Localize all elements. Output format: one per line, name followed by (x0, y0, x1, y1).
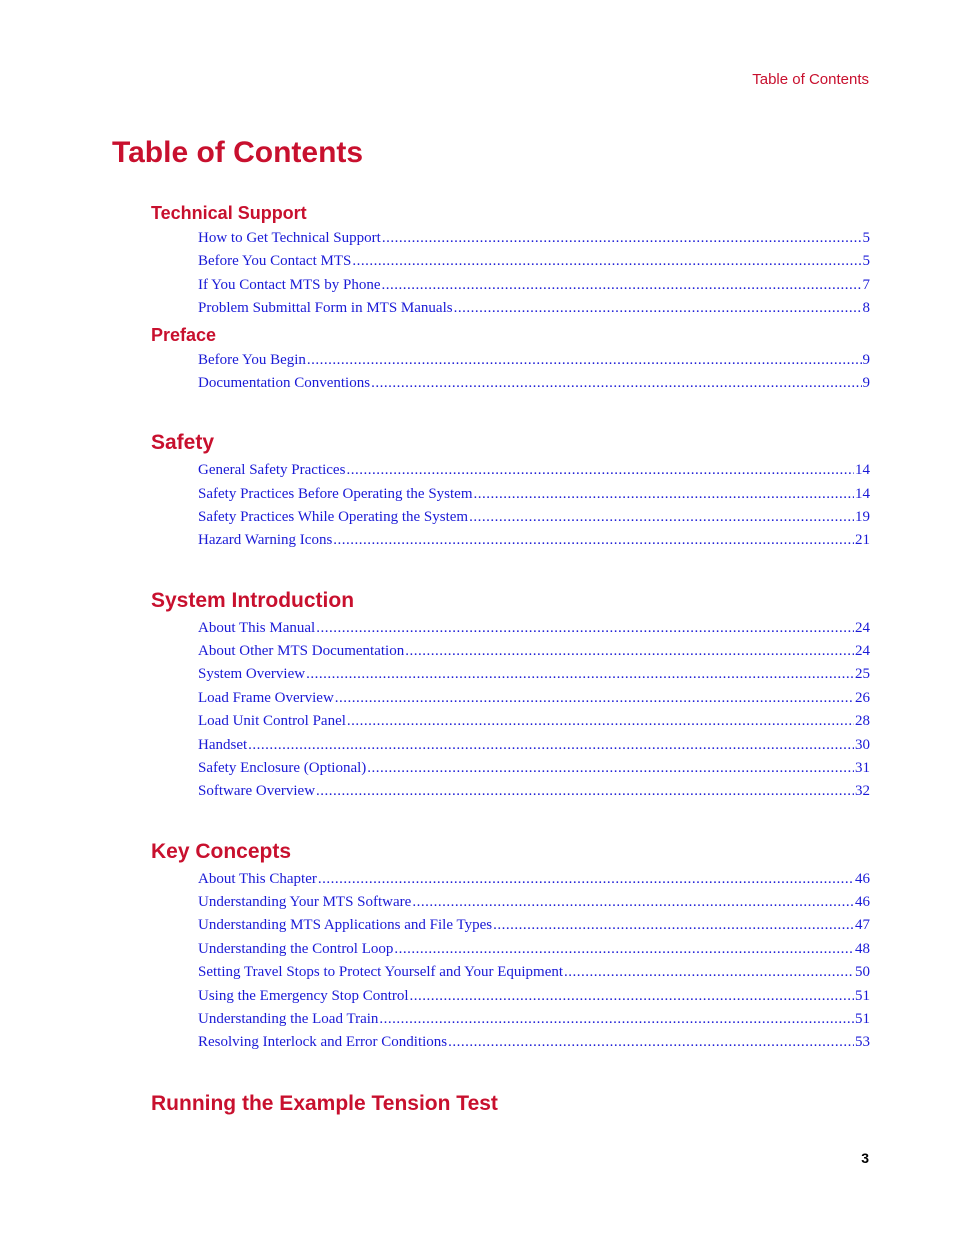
toc-entry-label: Setting Travel Stops to Protect Yourself and Your Equipment (198, 964, 564, 980)
dot-leader (316, 620, 854, 637)
toc-entry-page: 24 (855, 643, 870, 659)
toc-entry[interactable] (198, 375, 870, 395)
toc-entry[interactable] (198, 666, 870, 686)
toc-entry[interactable] (198, 230, 870, 250)
toc-entry-page: 50 (855, 964, 870, 980)
dot-leader (448, 1034, 854, 1051)
toc-entry[interactable] (198, 941, 870, 961)
toc-entry-label: Understanding the Load Train (198, 1011, 379, 1027)
toc-entry-page: 21 (855, 532, 870, 548)
toc-entry-label: Safety Enclosure (Optional) (198, 760, 367, 776)
toc-entry-page: 30 (855, 737, 870, 753)
toc-entry-label: Before You Begin (198, 352, 306, 368)
section-heading-running-example-tension-test: Running the Example Tension Test (151, 1092, 498, 1115)
dot-leader (394, 941, 854, 958)
toc-entry[interactable] (198, 894, 870, 914)
section-heading-technical-support: Technical Support (151, 203, 307, 223)
toc-entry-label: Problem Submittal Form in MTS Manuals (198, 300, 453, 316)
toc-entry[interactable] (198, 509, 870, 529)
dot-leader (318, 871, 854, 888)
toc-entry[interactable] (198, 532, 870, 552)
toc-entry-label: Safety Practices Before Operating the System (198, 486, 473, 502)
toc-entry-page: 9 (862, 352, 870, 368)
toc-entry[interactable] (198, 462, 870, 482)
toc-entry-page: 25 (855, 666, 870, 682)
toc-entry-label: System Overview (198, 666, 306, 682)
toc-entry-label: If You Contact MTS by Phone (198, 277, 381, 293)
dot-leader (306, 666, 854, 683)
toc-entry-page: 46 (855, 871, 870, 887)
toc-entry-label: About This Chapter (198, 871, 317, 887)
dot-leader (410, 988, 854, 1005)
toc-entry[interactable] (198, 253, 870, 273)
toc-entry-label: Load Unit Control Panel (198, 713, 346, 729)
toc-entry-page: 26 (855, 690, 870, 706)
toc-entry-page: 5 (862, 230, 870, 246)
toc-entry-page: 5 (862, 253, 870, 269)
toc-entry-page: 14 (855, 486, 870, 502)
page-number: 3 (861, 1150, 869, 1166)
toc-entry-label: Software Overview (198, 783, 316, 799)
toc-entry[interactable] (198, 917, 870, 937)
toc-entry-page: 47 (855, 917, 870, 933)
toc-entry[interactable] (198, 300, 870, 320)
toc-entry[interactable] (198, 643, 870, 663)
section-heading-key-concepts: Key Concepts (151, 840, 292, 863)
toc-entry-label: Handset (198, 737, 248, 753)
dot-leader (307, 352, 862, 369)
toc-entry[interactable] (198, 760, 870, 780)
dot-leader (346, 462, 854, 479)
toc-entry-label: How to Get Technical Support (198, 230, 381, 246)
toc-entry[interactable] (198, 871, 870, 891)
toc-entry-page: 24 (855, 620, 870, 636)
toc-entry-page: 8 (862, 300, 870, 316)
dot-leader (347, 713, 854, 730)
toc-entry-label: Documentation Conventions (198, 375, 371, 391)
dot-leader (382, 230, 862, 247)
running-header: Table of Contents (752, 71, 869, 88)
dot-leader (371, 375, 861, 392)
dot-leader (367, 760, 854, 777)
toc-entry-page: 51 (855, 988, 870, 1004)
toc-entry-label: Hazard Warning Icons (198, 532, 333, 548)
dot-leader (335, 690, 854, 707)
toc-entry-page: 7 (862, 277, 870, 293)
dot-leader (493, 917, 854, 934)
dot-leader (316, 783, 854, 800)
dot-leader (248, 737, 854, 754)
toc-entry-label: Using the Emergency Stop Control (198, 988, 409, 1004)
toc-entry-label: About This Manual (198, 620, 316, 636)
dot-leader (412, 894, 854, 911)
toc-entry[interactable] (198, 713, 870, 733)
toc-entry-label: About Other MTS Documentation (198, 643, 405, 659)
toc-entry-page: 53 (855, 1034, 870, 1050)
section-heading-preface: Preface (151, 325, 217, 345)
toc-entry-page: 28 (855, 713, 870, 729)
toc-entry[interactable] (198, 486, 870, 506)
toc-entry-label: Understanding MTS Applications and File Types (198, 917, 493, 933)
dot-leader (379, 1011, 854, 1028)
toc-entry[interactable] (198, 737, 870, 757)
toc-entry[interactable] (198, 988, 870, 1008)
page-title: Table of Contents (112, 136, 364, 169)
dot-leader (382, 277, 862, 294)
dot-leader (454, 300, 862, 317)
toc-entry[interactable] (198, 1034, 870, 1054)
toc-entry[interactable] (198, 352, 870, 372)
dot-leader (352, 253, 861, 270)
toc-entry-label: Safety Practices While Operating the System (198, 509, 469, 525)
toc-entry[interactable] (198, 964, 870, 984)
toc-entry-label: Load Frame Overview (198, 690, 334, 706)
dot-leader (564, 964, 854, 981)
dot-leader (333, 532, 854, 549)
dot-leader (469, 509, 854, 526)
toc-entry[interactable] (198, 690, 870, 710)
toc-entry-label: General Safety Practices (198, 462, 346, 478)
toc-entry-page: 31 (855, 760, 870, 776)
toc-entry-page: 9 (862, 375, 870, 391)
section-heading-system-introduction: System Introduction (151, 589, 355, 612)
toc-entry-page: 46 (855, 894, 870, 910)
toc-entry-label: Resolving Interlock and Error Conditions (198, 1034, 448, 1050)
toc-entry[interactable] (198, 1011, 870, 1031)
toc-entry-page: 32 (855, 783, 870, 799)
toc-entry-label: Understanding the Control Loop (198, 941, 394, 957)
toc-entry-label: Before You Contact MTS (198, 253, 352, 269)
section-heading-safety: Safety (151, 431, 215, 454)
toc-entry[interactable] (198, 620, 870, 640)
toc-entry[interactable] (198, 277, 870, 297)
toc-entry-page: 51 (855, 1011, 870, 1027)
dot-leader (474, 486, 855, 503)
dot-leader (405, 643, 854, 660)
toc-entry-label: Understanding Your MTS Software (198, 894, 412, 910)
toc-entry[interactable] (198, 783, 870, 803)
toc-entry-page: 48 (855, 941, 870, 957)
toc-entry-page: 14 (855, 462, 870, 478)
toc-entry-page: 19 (855, 509, 870, 525)
